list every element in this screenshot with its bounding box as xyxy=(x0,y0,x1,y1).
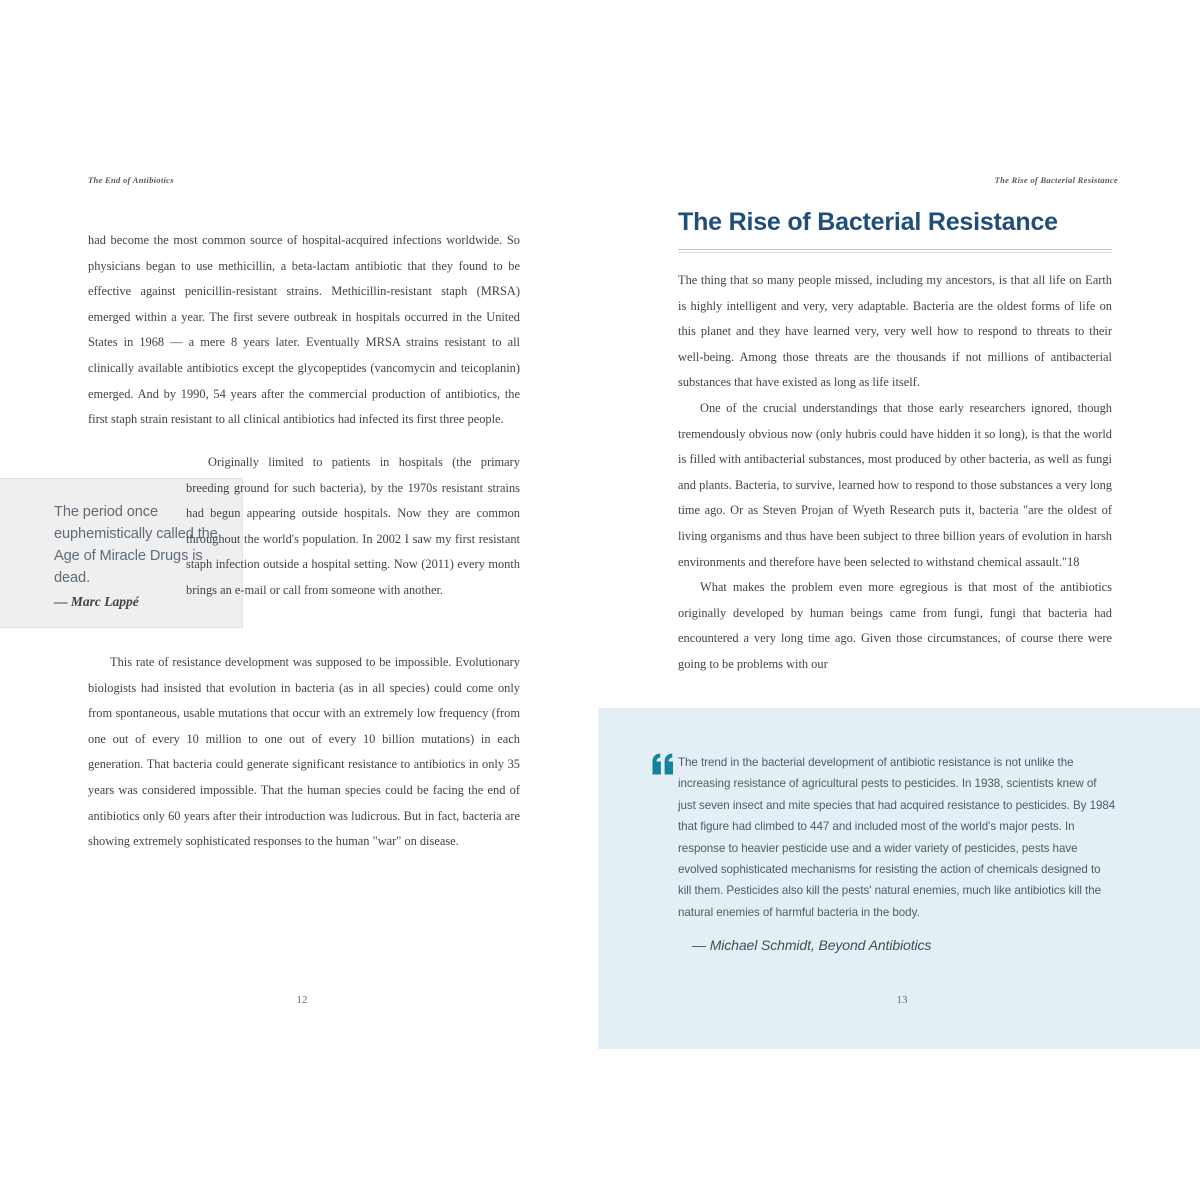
pull-quote-text: The period once euphemistically called the Age of Miracle Drugs is dead. xyxy=(54,504,218,586)
pull-quote-float-spacer xyxy=(0,460,168,618)
paragraph: had become the most common source of hospital-acquired infections worldwide. So physicians began to use methicillin, a beta-lactam antibiotic that they found to be effective against penicillin-resistant strains. Methicillin-resistant staph (MRSA) emerged within a year. The first severe outbreak in hospitals occurred in the United States in 1968 — a mere 8 years later. Eventually MRSA strains resistant to all clinically available antibiotics except the glycopeptides (vancomycin and teicoplanin) emerged. And by 1990, 54 years after the commercial production of antibiotics, the first staph strain resistant to all clinical antibiotics had infected its first three people. xyxy=(88,233,520,427)
left-page-wrap-column xyxy=(88,450,520,624)
running-head-right: The Rise of Bacterial Resistance xyxy=(994,175,1118,185)
left-page-body-column-lower xyxy=(88,650,520,855)
paragraph: Originally limited to patients in hospitals (the primary breeding ground for such bacteria), by the 1970s resistant strains had begun appearing outside hospitals. Now they are common throughout the world's population. In 2002 I saw my first resistant staph infection outside a hospital setting. Now (2011) every month brings an e-mail or call from someone with another. xyxy=(186,455,520,597)
left-page-body-column xyxy=(88,228,520,433)
title-rule-lower xyxy=(678,252,1112,253)
title-rule-upper xyxy=(678,249,1112,250)
callout-text: The trend in the bacterial development of antibiotic resistance is not unlike the increasing resistance of agricultural pests to pesticides. In 1938, scientists knew of just seven insect and mite species that had acquired resistance to pesticides. By 1984 that figure had climbed to 447 and included most of the world's major pests. In response to heavier pesticide use and a wider variety of pesticides, pests have evolved sophisticated mechanisms for resisting the action of chemicals designed to kill them. Pesticides also kill the pests' natural enemies, much like antibiotics kill the natural enemies of harmful bacteria in the body. xyxy=(678,756,1116,919)
page-number-left: 12 xyxy=(296,994,308,1006)
paragraph: The thing that so many people missed, including my ancestors, is that all life on Earth is highly intelligent and very, very adaptable. Bacteria are the oldest forms of life on this planet and they have learned very, very well how to respond to threats to their well-being. Among those threats are the thousands if not millions of antibacterial substances that have existed as long as life itself. xyxy=(678,273,1112,390)
right-page-body-column xyxy=(678,268,1112,678)
chapter-title: The Rise of Bacterial Resistance xyxy=(678,208,1058,236)
callout-attribution: — Michael Schmidt, Beyond Antibiotics xyxy=(692,937,932,954)
pull-quote-attribution: — Marc Lappé xyxy=(54,594,139,609)
page-number-right: 13 xyxy=(896,994,908,1006)
paragraph: This rate of resistance development was supposed to be impossible. Evolutionary biologists had insisted that evolution in bacteria (as in all species) could come only from spontaneous, usable mutations that occur with an extremely low frequency (from one out of every 10 million to one out of every 10 billion mutations) in each generation. That bacteria could generate significant resistance to antibiotics in only 35 years was considered impossible. That the human species could be facing the end of antibiotics only 60 years after their introduction was ludicrous. But in fact, bacteria are showing extremely sophisticated responses to the human "war" on disease. xyxy=(88,655,520,849)
callout-inner xyxy=(678,752,1116,955)
paragraph: One of the crucial understandings that those early researchers ignored, though tremendously obvious now (only hubris could have hidden it so long), is that the world is filled with antibacterial substances, most produced by other bacteria, as well as fungi and plants. Bacteria, to survive, learned how to respond to those substances a very long time ago. Or as Steven Projan of Wyeth Research puts it, bacteria "are the oldest of living organisms and thus have been subject to three billion years of evolution in harsh environments and therefore have been selected to withstand chemical assault."18 xyxy=(678,400,1112,569)
quotation-mark-icon xyxy=(652,753,676,775)
paragraph: What makes the problem even more egregious is that most of the antibiotics originally developed by human beings came from fungi, fungi that bacteria had encountered a very long time ago. Given those circumstances, of course there were going to be problems with our xyxy=(678,580,1112,671)
running-head-left: The End of Antibiotics xyxy=(88,175,174,185)
